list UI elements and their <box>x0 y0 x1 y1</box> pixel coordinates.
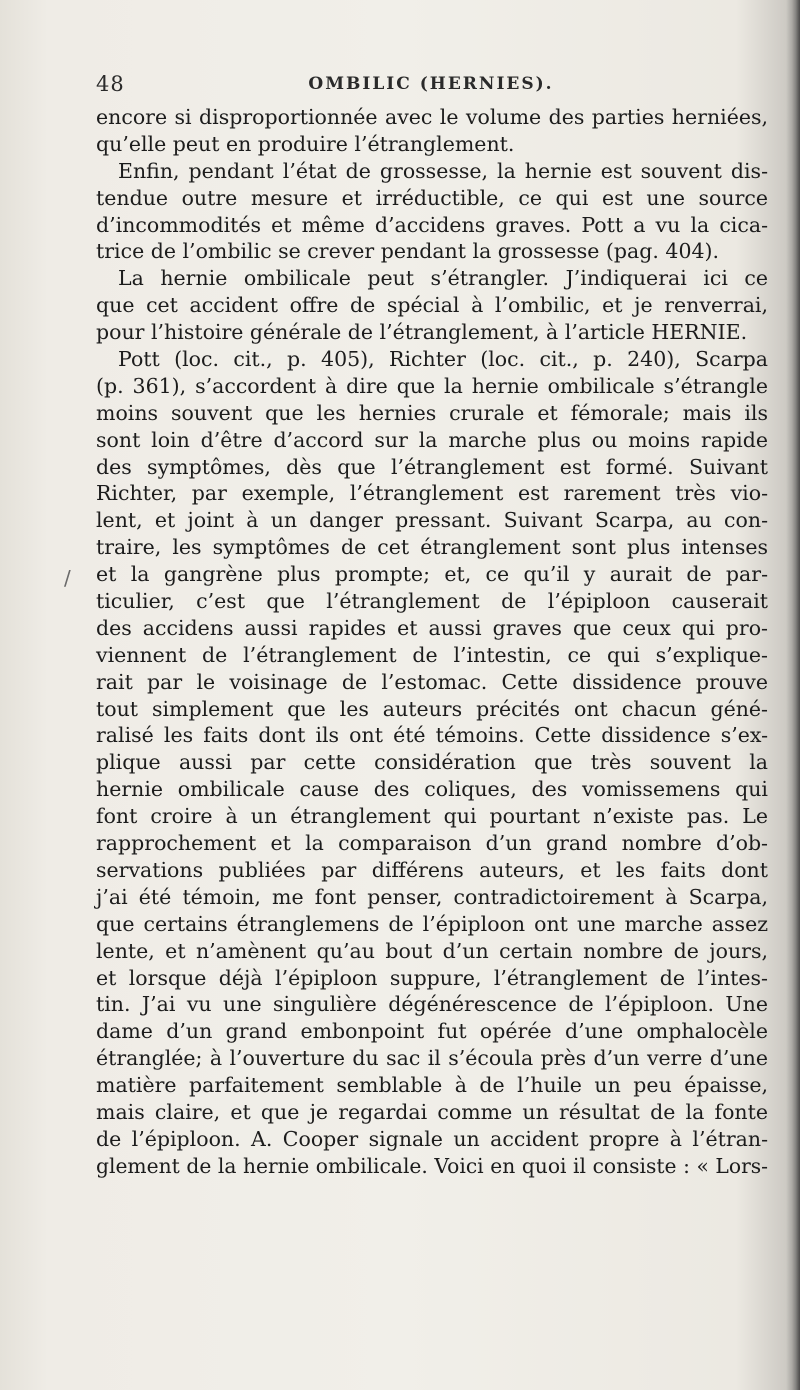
text-line: des symptômes, dès que l’étranglement est formé. Suivant <box>96 454 768 479</box>
text-line: (p. 361), s’accordent à dire que la hernie ombilicale s’étrangle <box>96 373 768 398</box>
text-line: matière parfaitement semblable à de l’huile un peu épaisse, <box>96 1073 768 1098</box>
text-line: sont loin d’être d’accord sur la marche plus ou moins rapide <box>96 427 768 452</box>
text-line: que certains étranglemens de l’épiploon ont une marche assez <box>96 911 768 936</box>
text-line: traire, les symptômes de cet étranglement sont plus intenses <box>96 535 768 560</box>
text-line: font croire à un étranglement qui pourtant n’existe pas. Le <box>96 804 768 829</box>
text-line: tout simplement que les auteurs précités ont chacun géné- <box>96 696 768 721</box>
text-line: pour l’histoire générale de l’étranglement, à l’article HERNIE. <box>96 320 748 345</box>
text-line: servations publiées par différens auteurs, et les faits dont <box>96 857 768 882</box>
text-line: qu’elle peut en produire l’étranglement. <box>96 131 515 156</box>
page-header <box>96 70 766 100</box>
text-line: La hernie ombilicale peut s’étrangler. J’indiquerai ici ce <box>118 266 768 291</box>
text-line: tendue outre mesure et irréductible, ce qui est une source <box>96 185 768 210</box>
text-line: j’ai été témoin, me font penser, contradictoirement à Scarpa, <box>96 884 768 909</box>
text-line: viennent de l’étranglement de l’intestin, ce qui s’explique- <box>96 642 768 667</box>
text-line: Richter, par exemple, l’étranglement est rarement très vio- <box>96 481 768 506</box>
text-line: étranglée; à l’ouverture du sac il s’écoula près d’un verre d’une <box>96 1046 768 1071</box>
text-line: Enfin, pendant l’état de grossesse, la hernie est souvent dis- <box>118 158 768 183</box>
text-line: trice de l’ombilic se crever pendant la grossesse (pag. 404). <box>96 239 720 264</box>
text-line: tin. J’ai vu une singulière dégénérescence de l’épiploon. Une <box>96 992 768 1017</box>
text-line: rait par le voisinage de l’estomac. Cette dissidence prouve <box>96 669 768 694</box>
text-line: hernie ombilicale cause des coliques, des vomissemens qui <box>96 777 768 802</box>
text-line: encore si disproportionnée avec le volume des parties herniées, <box>96 105 768 129</box>
text-line: lent, et joint à un danger pressant. Suivant Scarpa, au con- <box>96 508 768 533</box>
text-line: d’incommodités et même d’accidens graves. Pott a vu la cica- <box>96 212 768 237</box>
text-line: dame d’un grand embonpoint fut opérée d’une omphalocèle <box>96 1019 768 1044</box>
text-line: moins souvent que les hernies crurale et fémorale; mais ils <box>96 400 768 425</box>
pencil-mark: / <box>64 566 71 590</box>
text-line: Pott (loc. cit., p. 405), Richter (loc. cit., p. 240), Scarpa <box>118 347 768 372</box>
text-line: et lorsque déjà l’épiploon suppure, l’étranglement de l’intes- <box>96 965 768 990</box>
text-line: plique aussi par cette considération que très souvent la <box>96 750 768 775</box>
text-line: ralisé les faits dont ils ont été témoins. Cette dissidence s’ex- <box>96 723 768 748</box>
text-line: lente, et n’amènent qu’au bout d’un certain nombre de jours, <box>96 938 768 963</box>
body-text <box>96 104 768 1180</box>
page-number: 48 <box>96 72 125 96</box>
text-line: mais claire, et que je regardai comme un résultat de la fonte <box>96 1099 768 1124</box>
text-line: de l’épiploon. A. Cooper signale un accident propre à l’étran- <box>96 1126 768 1151</box>
text-line: ticulier, c’est que l’étranglement de l’épiploon causerait <box>96 589 768 614</box>
running-title: OMBILIC (HERNIES). <box>308 74 554 94</box>
text-line: et la gangrène plus prompte; et, ce qu’il y aurait de par- <box>96 562 768 587</box>
page-edge-shadow <box>786 0 800 1390</box>
text-line: rapprochement et la comparaison d’un grand nombre d’ob- <box>96 831 768 856</box>
text-line: que cet accident offre de spécial à l’ombilic, et je renverrai, <box>96 293 768 318</box>
text-line: des accidens aussi rapides et aussi graves que ceux qui pro- <box>96 615 768 640</box>
text-line: glement de la hernie ombilicale. Voici en quoi il consiste : « Lors- <box>96 1153 768 1178</box>
